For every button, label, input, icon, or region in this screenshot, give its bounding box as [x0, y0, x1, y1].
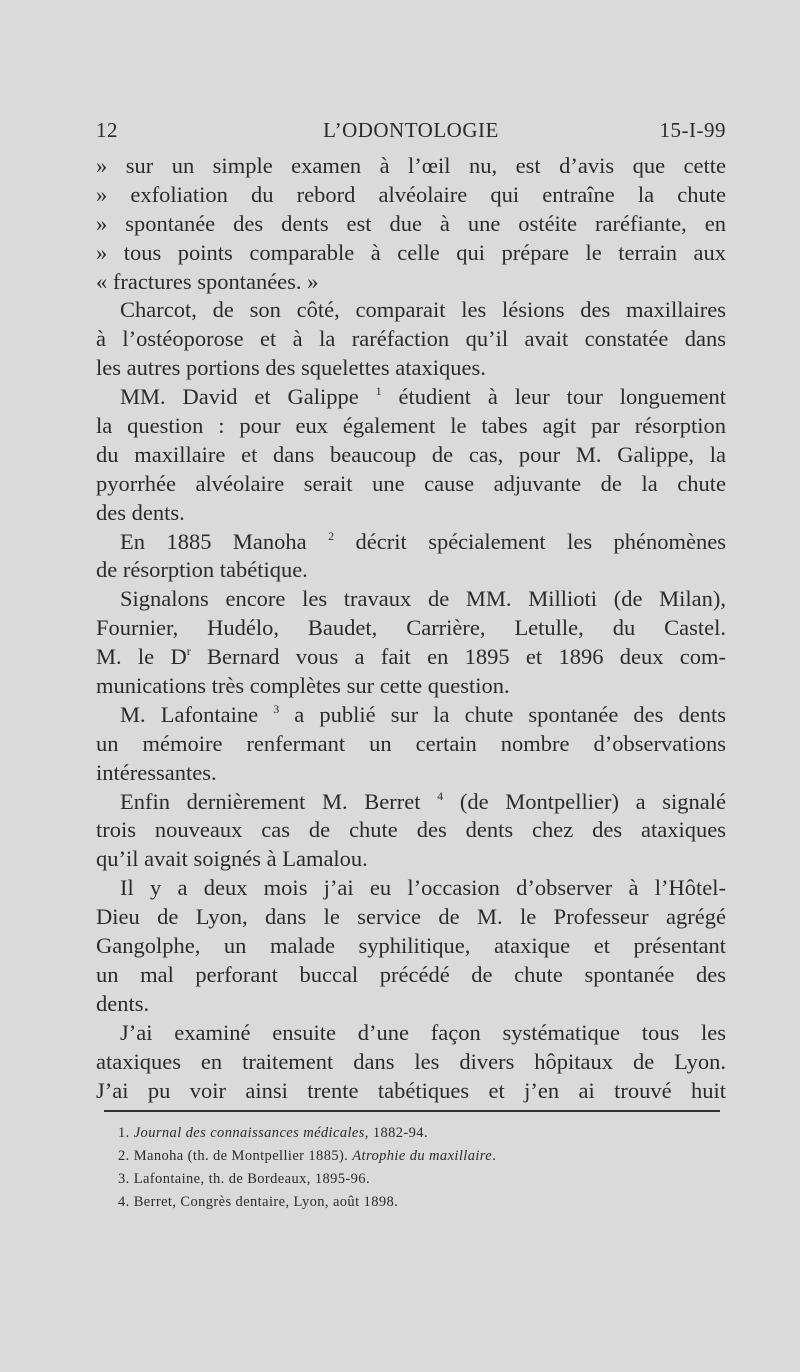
text-line: » tous points comparable à celle qui prépare le terrain aux [96, 239, 726, 265]
footnote-title: Atrophie du maxillaire [352, 1148, 493, 1164]
running-header [96, 118, 726, 148]
text-line-with-note [96, 701, 726, 730]
text-line: du maxillaire et dans beaucoup de cas, pour M. Galippe, la [96, 441, 726, 467]
footnote [118, 1191, 718, 1214]
footnote-number: 4. [118, 1194, 130, 1210]
text-line: à l’ostéoporose et à la raréfaction qu’il avait constatée dans [96, 326, 726, 352]
text-line: Il y a deux mois j’ai eu l’occasion d’observer à l’Hôtel- [120, 875, 726, 901]
footnote [118, 1122, 718, 1145]
page-number: 12 [96, 118, 118, 142]
line-end: Bernard vous a fait en 1895 et 1896 deux com- [190, 644, 726, 670]
line-start: M. le D [96, 644, 187, 670]
footnote [118, 1168, 718, 1191]
footnote [118, 1145, 718, 1168]
footnote-text: Berret, Congrès dentaire, Lyon, août 1898. [133, 1194, 399, 1210]
text-line-with-note [96, 383, 726, 412]
text-line-with-note [96, 528, 726, 557]
text-line-with-sup [96, 643, 726, 672]
text-line: les autres portions des squelettes ataxiques. [96, 355, 486, 381]
footnote-rest: , 1882-94. [364, 1125, 428, 1141]
text-line: » spontanée des dents est due à une ostéite raréfiante, en [96, 210, 726, 236]
footnote-number: 3. [118, 1171, 130, 1187]
text-line: « fractures spontanées. » [96, 268, 319, 294]
footnote-number: 1. [118, 1125, 130, 1141]
footnotes [118, 1122, 718, 1214]
text-line: de résorption tabétique. [96, 557, 308, 583]
text-line: munications très complètes sur cette question. [96, 673, 510, 699]
text-line: intéressantes. [96, 759, 217, 785]
text-line: des dents. [96, 499, 185, 525]
text-line: J’ai pu voir ainsi trente tabétiques et j’en ai trouvé huit [96, 1077, 726, 1103]
line-end: étudient à leur tour longuement [381, 384, 726, 410]
line-end: décrit spécialement les phénomènes [334, 528, 726, 554]
line-start: M. Lafontaine [120, 701, 274, 727]
note-ref: 4 [437, 788, 444, 803]
text-line: » exfoliation du rebord alvéolaire qui entraîne la chute [96, 181, 726, 207]
line-start: MM. David et Galippe [120, 384, 376, 410]
issue-date: 15-I-99 [659, 118, 726, 142]
text-line: Signalons encore les travaux de MM. Millioti (de Milan), [120, 586, 726, 612]
text-line: un mal perforant buccal précédé de chute spontanée des [96, 961, 726, 987]
footnote-number: 2. [118, 1148, 130, 1164]
footnote-text: Manoha (th. de Montpellier 1885). [133, 1148, 353, 1164]
text-line: ataxiques en traitement dans les divers hôpitaux de Lyon. [96, 1048, 726, 1074]
footnote-text: Lafontaine, th. de Bordeaux, 1895-96. [133, 1171, 370, 1187]
text-line: dents. [96, 990, 150, 1016]
text-line: pyorrhée alvéolaire serait une cause adjuvante de la chute [96, 470, 726, 496]
note-ref: 1 [375, 384, 382, 399]
note-ref: 3 [273, 701, 280, 716]
text-line: un mémoire renfermant un certain nombre d’observations [96, 730, 726, 756]
footnote-divider [104, 1110, 720, 1112]
footnote-title: Journal des connaissances médicales [133, 1125, 365, 1141]
line-start: Enfin dernièrement M. Berret [120, 788, 438, 814]
text-line: Gangolphe, un malade syphilitique, ataxique et présentant [96, 933, 726, 959]
line-start: En 1885 Manoha [120, 528, 329, 554]
footnote-rest: . [492, 1148, 497, 1164]
text-line: Charcot, de son côté, comparait les lésions des maxillaires [120, 297, 726, 323]
body-text [96, 152, 726, 1105]
text-line: Fournier, Hudélo, Baudet, Carrière, Letulle, du Castel. [96, 615, 726, 641]
text-line: trois nouveaux cas de chute des dents chez des ataxiques [96, 817, 726, 843]
running-title: L’ODONTOLOGIE [323, 118, 499, 142]
text-line: J’ai examiné ensuite d’une façon systématique tous les [120, 1019, 726, 1045]
text-line: » sur un simple examen à l’œil nu, est d’avis que cette [96, 153, 726, 178]
line-end: a publié sur la chute spontanée des dents [279, 701, 726, 727]
abbrev-sup: r [186, 644, 191, 659]
note-ref: 2 [328, 528, 335, 543]
text-line-with-note [96, 788, 726, 817]
text-line: Dieu de Lyon, dans le service de M. le Professeur agrégé [96, 904, 726, 930]
text-line: la question : pour eux également le tabes agit par résorption [96, 413, 726, 439]
line-end: (de Montpellier) a signalé [443, 788, 726, 814]
text-line: qu’il avait soignés à Lamalou. [96, 846, 368, 872]
